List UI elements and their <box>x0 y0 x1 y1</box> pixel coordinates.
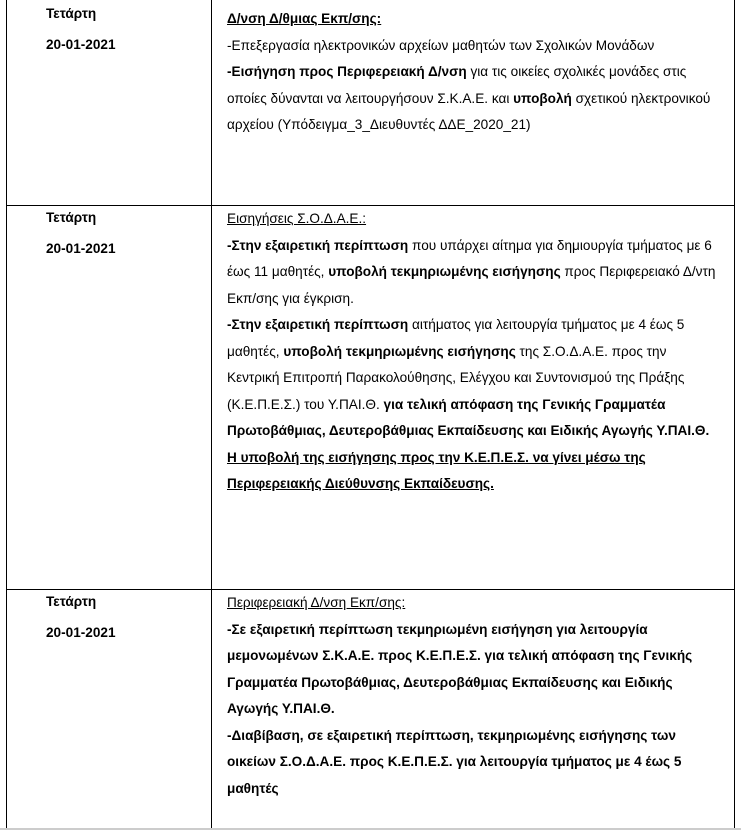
paragraph: -Στην εξαιρετική περίπτωση αιτήματος για λειτουργία τμήματος με 4 έως 5 μαθητές, υποβολή τεκμηριωμένης εισήγησης της Σ.Ο.Δ.Α.Ε. προς την Κεντρική Επιτροπή Παρακολούθησης, Ελέγχου και Συντονισμού της Πράξης (Κ.Ε.Π.Ε.Σ.) του Υ.ΠΑΙ.Θ. για τελική απόφαση της Γενικής Γραμματέα Πρωτοβάθμιας, Δευτεροβάθμιας Εκπαίδευσης και Ειδικής Αγωγής Υ.ΠΑΙ.Θ. <box>227 317 710 438</box>
paragraph: -Διαβίβαση, σε εξαιρετική περίπτωση, τεκμηριωμένης εισήγησης των οικείων Σ.Ο.Δ.Α.Ε. προς Κ.Ε.Π.Ε.Σ. για λειτουργία τμήματος με 4 έως 5 μαθητές <box>227 727 682 796</box>
paragraph: -Επεξεργασία ηλεκτρονικών αρχείων μαθητών των Σχολικών Μονάδων <box>227 37 655 53</box>
paragraph: -Εισήγηση προς Περιφερειακή Δ/νση για τις οικείες σχολικές μονάδες στις οποίες δύνανται να λειτουργήσουν Σ.Κ.Α.Ε. και υποβολή σχετικού ηλεκτρονικού αρχείου (Υπόδειγμα_3_Διευθυντές ΔΔΕ_2020_21) <box>227 64 711 132</box>
day-cell: Τετάρτη <box>46 594 97 609</box>
paragraph: -Στην εξαιρετική περίπτωση που υπάρχει αίτημα για δημιουργία τμήματος με 6 έως 11 μαθητές, υποβολή τεκμηριωμένης εισήγησης προς Περιφερειακό Δ/ντη Εκπ/σης για έγκριση. <box>227 237 716 306</box>
paragraph: -Σε εξαιρετική περίπτωση τεκμηριωμένη εισήγηση για λειτουργία μεμονωμένων Σ.Κ.Α.Ε. προς Κ.Ε.Π.Ε.Σ. για τελική απόφαση της Γενικής Γραμματέα Πρωτοβάθμιας, Δευτεροβάθμιας Εκπαίδευσης και Ειδικής Αγωγής Υ.ΠΑΙ.Θ. <box>227 621 693 716</box>
date-cell: 20-01-2021 <box>46 37 116 52</box>
description-cell <box>227 6 717 139</box>
description-cell <box>227 206 717 498</box>
table-border-right <box>734 0 735 830</box>
section-heading: Δ/νση Δ/θμιας Εκπ/σης: <box>227 11 382 26</box>
day-cell: Τετάρτη <box>46 6 97 21</box>
table-column-divider <box>211 0 212 830</box>
section-heading: Εισηγήσεις Σ.Ο.Δ.Α.Ε.: <box>227 211 367 226</box>
table-border-left <box>6 0 7 830</box>
date-cell: 20-01-2021 <box>46 241 116 256</box>
description-cell <box>227 590 717 802</box>
day-cell: Τετάρτη <box>46 210 97 225</box>
section-heading: Περιφερειακή Δ/νση Εκπ/σης: <box>227 595 406 610</box>
emphasis-note: Η υποβολή της εισήγησης προς την Κ.Ε.Π.Ε.Σ. να γίνει μέσω της Περιφερειακής Διεύθυνσης Εκπαίδευσης. <box>227 449 646 491</box>
date-cell: 20-01-2021 <box>46 625 116 640</box>
